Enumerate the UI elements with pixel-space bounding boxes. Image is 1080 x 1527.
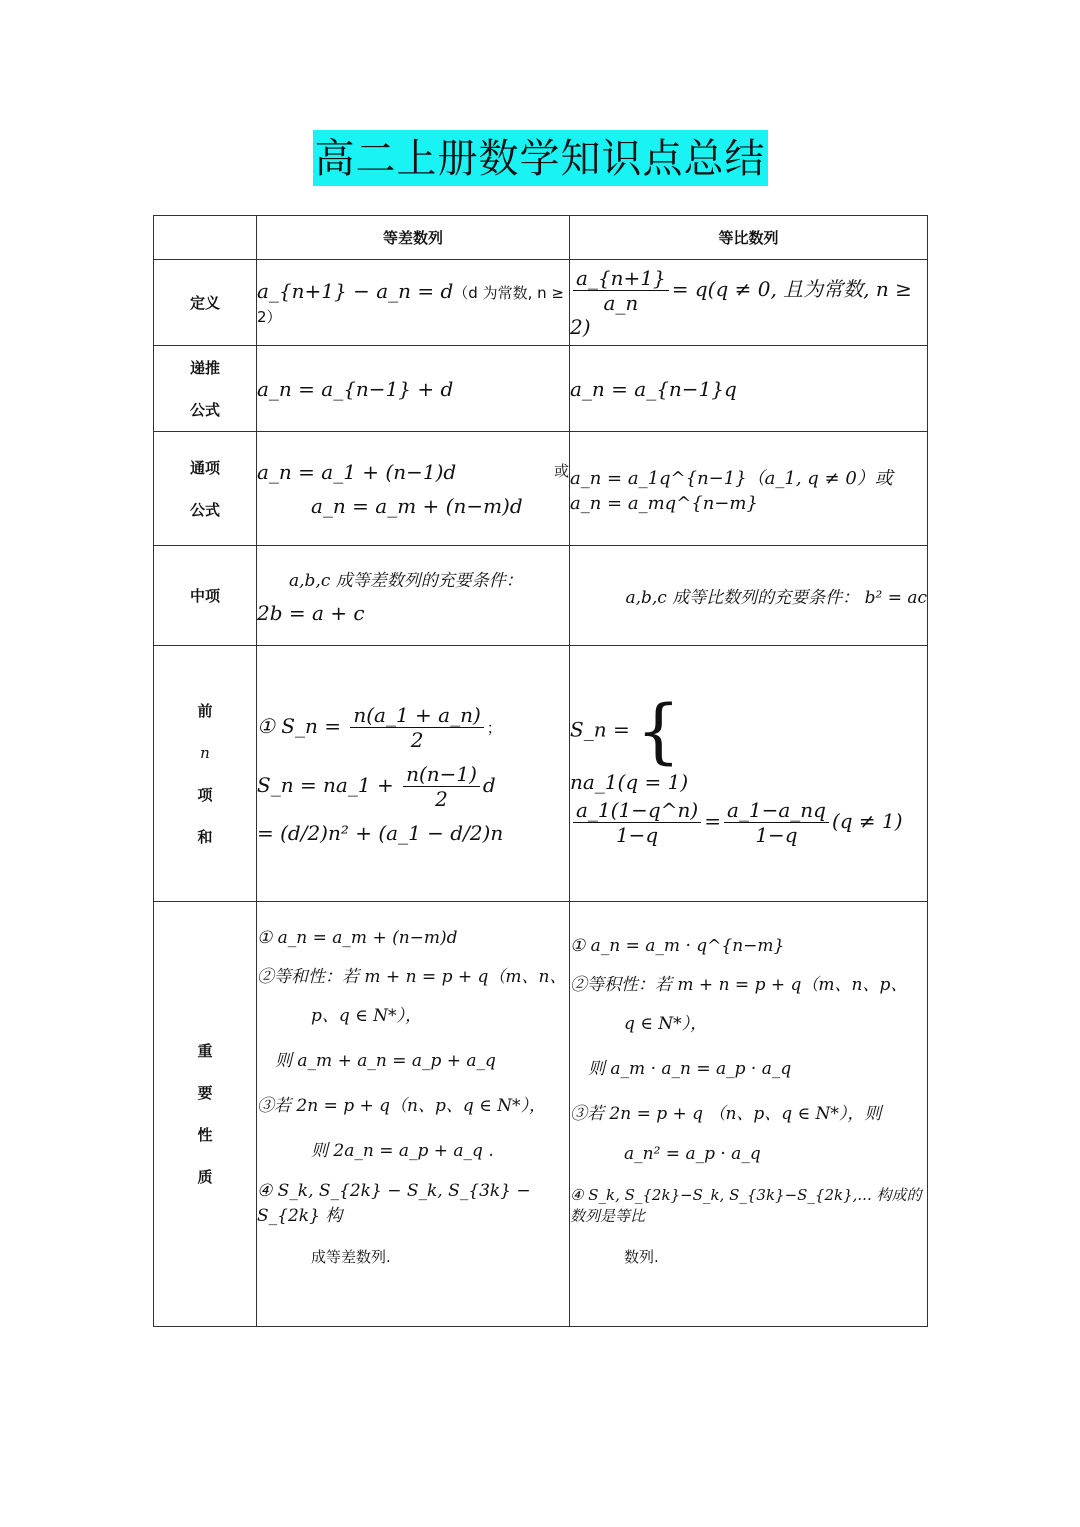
- label-general-line2: 公式: [189, 500, 220, 519]
- label-recursive-line2: 公式: [189, 400, 220, 419]
- label-recursive: [154, 346, 257, 432]
- arith-sum-line1-denominator: 2: [410, 727, 424, 752]
- label-properties-char4: 质: [197, 1168, 213, 1186]
- row-definition: [154, 260, 928, 346]
- label-sum-char4: 和: [197, 827, 213, 846]
- arith-prop-2-cont: p、q ∈ N*），: [311, 1006, 423, 1026]
- arith-prop-1: ① a_n = a_m + (n−m)d: [257, 928, 458, 948]
- arith-sum-line2-numerator: n(n−1): [403, 762, 480, 787]
- arith-general-or: 或: [553, 461, 569, 480]
- geom-sum-case1: na_1(q = 1): [570, 770, 689, 794]
- label-recursive-line1: 递推: [189, 358, 220, 377]
- arith-prop-2-then: 则 a_m + a_n = a_p + a_q: [275, 1051, 496, 1071]
- arith-prop-3-then: 则 2a_n = a_p + a_q .: [311, 1141, 494, 1161]
- geom-sum-cases: [570, 766, 903, 851]
- page-title: 高二上册数学知识点总结: [313, 130, 768, 186]
- geom-definition-fraction: [573, 266, 669, 315]
- row-middle: [154, 546, 928, 646]
- geom-sum-case2-condition: (q ≠ 1): [831, 809, 903, 833]
- header-row: [154, 216, 928, 260]
- arith-prop-4: ④ S_k, S_{2k} − S_k, S_{3k} − S_{2k} 构: [257, 1181, 531, 1226]
- arith-definition: [257, 260, 570, 346]
- arith-general-line2: a_n = a_m + (n−m)d: [311, 493, 523, 518]
- geom-prop-4-cont: 数列.: [624, 1248, 659, 1266]
- label-properties: [154, 902, 257, 1327]
- arith-prop-2: ②等和性：若 m + n = p + q（m、n、: [257, 967, 567, 987]
- label-sum-char2: n: [200, 743, 210, 762]
- label-properties-char1: 重: [197, 1042, 213, 1060]
- geom-middle-condition: a,b,c 成等比数列的充要条件： b² = ac: [625, 588, 927, 608]
- label-general-line1: 通项: [189, 458, 220, 477]
- arith-prop-3: ③若 2n = p + q（n、p、q ∈ N*），: [257, 1096, 547, 1116]
- geom-prop-3-then: a_n² = a_p · a_q: [624, 1144, 761, 1164]
- row-properties: [154, 902, 928, 1327]
- geom-prop-3: ③若 2n = p + q （n、p、q ∈ N*），则: [570, 1104, 882, 1124]
- geom-general-formula: a_n = a_1q^{n−1}（a_1, q ≠ 0）或 a_n = a_mq^{n−m}: [570, 467, 893, 514]
- label-general: [154, 432, 257, 546]
- arith-sum-line3: = (d/2)n² + (a_1 − d/2)n: [257, 820, 504, 845]
- header-empty-cell: [154, 216, 257, 260]
- arith-recursive: [257, 346, 570, 432]
- label-properties-char3: 性: [197, 1126, 213, 1144]
- label-sum: [154, 646, 257, 902]
- row-recursive: [154, 346, 928, 432]
- arith-sum-line1-suffix: ；: [486, 718, 502, 737]
- geom-sum-case2-denominator1: 1−q: [615, 823, 659, 847]
- geom-sum-case2-denominator2: 1−q: [755, 823, 798, 847]
- geom-prop-2-cont: q ∈ N*），: [624, 1014, 708, 1034]
- label-sum-char3: 项: [197, 785, 213, 804]
- geom-prop-4: ④ S_k, S_{2k}−S_k, S_{3k}−S_{2k},... 构成的数列是等比: [570, 1186, 922, 1225]
- geom-sum-case2-equals: =: [704, 809, 721, 833]
- label-definition: 定义: [154, 260, 257, 346]
- arith-definition-formula: a_{n+1} − a_n = d: [257, 278, 454, 303]
- label-sum-char1: 前: [197, 701, 213, 720]
- arith-sum-line1-prefix: ① S_n =: [257, 713, 341, 738]
- arith-recursive-formula: a_n = a_{n−1} + d: [257, 376, 454, 401]
- geom-general: [570, 432, 928, 546]
- geom-sum-brace: {: [636, 690, 681, 772]
- arith-properties: [257, 902, 570, 1327]
- geom-sum-case2-numerator2: a_1−a_nq: [724, 798, 829, 823]
- label-properties-char2: 要: [197, 1084, 213, 1102]
- arith-sum-line1-numerator: n(a_1 + a_n): [350, 703, 483, 728]
- geom-sum-prefix: S_n =: [570, 717, 630, 742]
- arith-general: [257, 432, 570, 546]
- arith-sum: [257, 646, 570, 902]
- label-middle: 中项: [154, 546, 257, 646]
- arith-sum-line2-suffix: d: [482, 772, 496, 797]
- knowledge-table: [153, 215, 928, 1327]
- geom-sum-case2-fraction2: [724, 798, 829, 847]
- row-general: [154, 432, 928, 546]
- geom-prop-2-then: 则 a_m · a_n = a_p · a_q: [588, 1059, 792, 1079]
- geom-sum: [570, 646, 928, 902]
- row-sum: [154, 646, 928, 902]
- arith-sum-line2-denominator: 2: [435, 786, 448, 811]
- arith-middle: [257, 546, 570, 646]
- geom-prop-2: ②等积性：若 m + n = p + q（m、n、p、: [570, 975, 908, 995]
- geom-sum-case2-numerator1: a_1(1−q^n): [573, 798, 701, 823]
- geom-recursive-formula: a_n = a_{n−1}q: [570, 376, 737, 401]
- geom-prop-1: ① a_n = a_m · q^{n−m}: [570, 936, 785, 956]
- arith-general-line1: a_n = a_1 + (n−1)d: [257, 459, 457, 484]
- geom-definition-denominator: a_n: [603, 291, 639, 315]
- arith-middle-condition: a,b,c 成等差数列的充要条件：: [289, 571, 523, 591]
- arith-sum-line1-fraction: [350, 703, 483, 752]
- header-geometric: 等比数列: [570, 216, 928, 260]
- geom-sum-case2-fraction1: [573, 798, 701, 847]
- arith-definition-note: （d 为常数, n ≥ 2）: [257, 283, 564, 326]
- geom-middle: [570, 546, 928, 646]
- arith-sum-line2-prefix: S_n = na_1 +: [257, 772, 394, 797]
- header-arithmetic: 等差数列: [257, 216, 570, 260]
- arith-sum-line2-fraction: [403, 762, 480, 811]
- arith-middle-equation: 2b = a + c: [257, 601, 365, 625]
- geom-definition-rest: = q(q ≠ 0, 且为常数, n ≥ 2): [570, 277, 912, 339]
- geom-definition: [570, 260, 928, 346]
- geom-properties: [570, 902, 928, 1327]
- geom-definition-numerator: a_{n+1}: [573, 266, 669, 291]
- geom-recursive: [570, 346, 928, 432]
- arith-prop-4-cont: 成等差数列.: [311, 1248, 391, 1266]
